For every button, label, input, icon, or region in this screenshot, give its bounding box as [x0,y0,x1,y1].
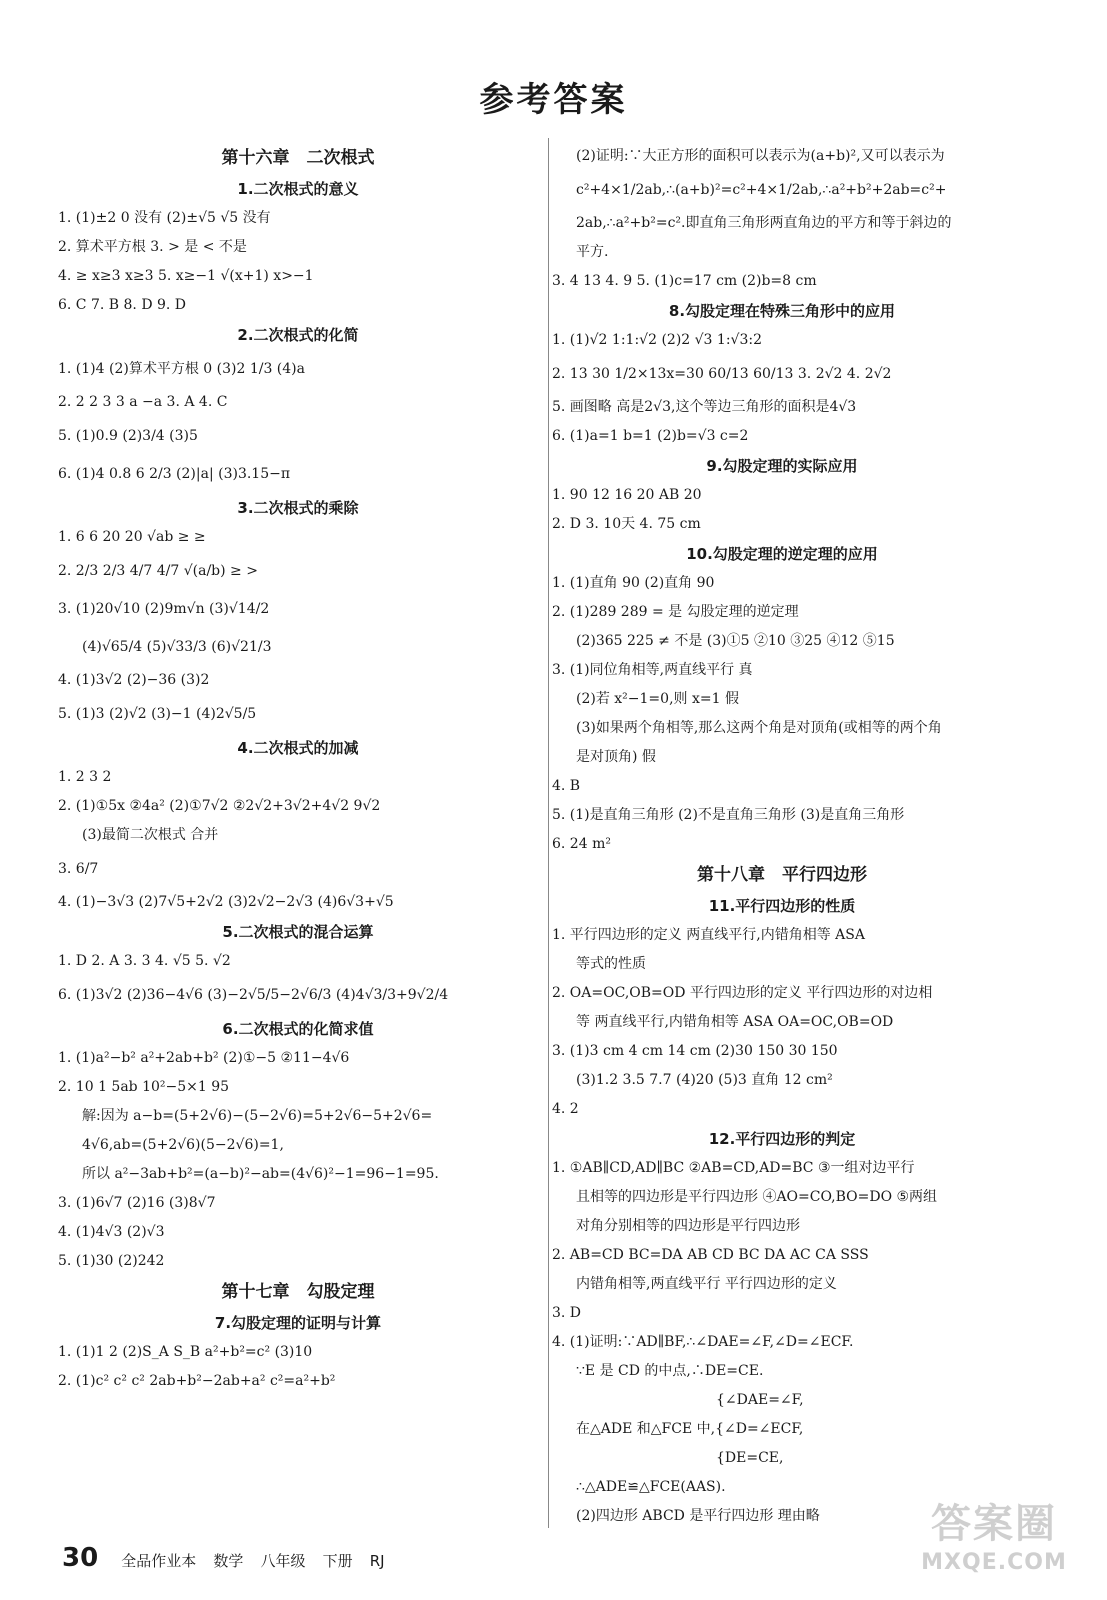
answer-line: 3. (1)同位角相等,两直线平行 真 [552,662,753,678]
answer-line: 2. 10 1 5ab 10²−5×1 95 [58,1079,230,1095]
answer-line: c²+4×1/2ab,∴(a+b)²=c²+4×1/2ab,∴a²+b²+2ab=c²+ [576,182,947,198]
answer-line: (2)证明:∵大正方形的面积可以表示为(a+b)²,又可以表示为 [576,148,945,164]
answer-line: 1. ①AB∥CD,AD∥BC ②AB=CD,AD=BC ③一组对边平行 [552,1160,915,1176]
answer-line: 6. (1)4 0.8 6 2/3 (2)|a| (3)3.15−π [58,466,291,482]
section-heading: 11.平行四边形的性质 [708,897,856,915]
answer-line: 6. C 7. B 8. D 9. D [58,297,187,313]
answer-line: 2. (1)c² c² c² 2ab+b²−2ab+a² c²=a²+b² [58,1373,336,1389]
answer-line: 平方. [576,244,609,260]
answer-line: 1. 6 6 20 20 √ab ≥ ≥ [58,529,206,545]
answer-line: 且相等的四边形是平行四边形 ④AO=CO,BO=DO ⑤两组 [576,1189,938,1205]
answer-line: 1. D 2. A 3. 3 4. √5 5. √2 [58,953,231,969]
answer-line: 1. (1)√2 1:1:√2 (2)2 √3 1:√3:2 [552,332,762,348]
watermark-site-text: MXQE.COM [921,1550,1067,1575]
answer-line: 2. (1)289 289 = 是 勾股定理的逆定理 [552,604,799,620]
answer-line: 1. (1)±2 0 没有 (2)±√5 √5 没有 [58,210,271,226]
subject-label: 数学 [213,1552,244,1570]
section-heading: 4.二次根式的加减 [237,739,359,757]
answer-line: 5. (1)3 (2)√2 (3)−1 (4)2√5/5 [58,706,257,722]
section-heading: 2.二次根式的化简 [237,326,359,344]
watermark-logo-text: 答案圈 [931,1501,1057,1547]
page-title: 参考答案 [479,80,628,120]
section-heading: 12.平行四边形的判定 [708,1130,856,1148]
answer-line: 3. D [552,1305,582,1321]
answer-line: 6. (1)3√2 (2)36−4√6 (3)−2√5/5−2√6/3 (4)4√3/3+9√2/4 [58,987,449,1003]
answer-line: (3)最简二次根式 合并 [82,827,219,843]
answer-line: 2. 算术平方根 3. > 是 < 不是 [58,239,247,255]
answer-line: {∠DAE=∠F, [576,1392,804,1408]
answer-line: 等式的性质 [576,956,646,972]
section-heading: 1.二次根式的意义 [237,180,359,198]
answer-line: 3. 6/7 [58,861,99,877]
answer-line: 2. 2 2 3 3 a −a 3. A 4. C [58,394,228,410]
answer-line: 4. (1)证明:∵AD∥BF,∴∠DAE=∠F,∠D=∠ECF. [552,1334,854,1350]
answer-line: 1. (1)1 2 (2)S_A S_B a²+b²=c² (3)10 [58,1344,313,1360]
answer-line: 5. (1)0.9 (2)3/4 (3)5 [58,428,198,444]
book-name: 全品作业本 [121,1552,197,1570]
answer-line: 1. (1)4 (2)算术平方根 0 (3)2 1/3 (4)a [58,361,305,377]
answer-line: 4. B [552,778,581,794]
answer-line: 6. 24 m² [552,836,611,852]
answer-line: 5. (1)30 (2)242 [58,1253,165,1269]
answer-line: 2ab,∴a²+b²=c².即直角三角形两直角边的平方和等于斜边的 [576,215,952,231]
answer-line: 4√6,ab=(5+2√6)(5−2√6)=1, [82,1137,284,1153]
answer-line: 3. (1)6√7 (2)16 (3)8√7 [58,1195,216,1211]
left-column [58,142,538,1396]
answer-line: (2)若 x²−1=0,则 x=1 假 [576,691,739,707]
answer-line: 等 两直线平行,内错角相等 ASA OA=OC,OB=OD [576,1014,894,1030]
answer-line: 2. D 3. 10天 4. 75 cm [552,516,701,532]
chapter-heading: 第十六章 二次根式 [221,148,375,168]
section-heading: 3.二次根式的乘除 [237,499,359,517]
section-heading: 8.勾股定理在特殊三角形中的应用 [668,302,896,320]
section-heading: 5.二次根式的混合运算 [222,923,374,941]
answer-line: 5. (1)是直角三角形 (2)不是直角三角形 (3)是直角三角形 [552,807,905,823]
answer-line: 2. AB=CD BC=DA AB CD BC DA AC CA SSS [552,1247,869,1263]
answer-line: 4. ≥ x≥3 x≥3 5. x≥−1 √(x+1) x>−1 [58,268,314,284]
answer-line: 解:因为 a−b=(5+2√6)−(5−2√6)=5+2√6−5+2√6= [82,1108,433,1124]
answer-line: 2. 13 30 1/2×13x=30 60/13 60/13 3. 2√2 4. 2√2 [552,366,892,382]
section-heading: 10.勾股定理的逆定理的应用 [686,545,878,563]
answer-line: {DE=CE, [576,1450,784,1466]
chapter-heading: 第十七章 勾股定理 [221,1282,375,1302]
section-heading: 7.勾股定理的证明与计算 [214,1314,382,1332]
answer-line: 5. 画图略 高是2√3,这个等边三角形的面积是4√3 [552,399,857,415]
section-heading: 9.勾股定理的实际应用 [706,457,858,475]
answer-line: 1. (1)a²−b² a²+2ab+b² (2)①−5 ②11−4√6 [58,1050,350,1066]
answer-line: 3. 4 13 4. 9 5. (1)c=17 cm (2)b=8 cm [552,273,817,289]
answer-line: 内错角相等,两直线平行 平行四边形的定义 [576,1276,837,1292]
answer-line: 3. (1)20√10 (2)9m√n (3)√14/2 [58,601,270,617]
answer-line: (2)四边形 ABCD 是平行四边形 理由略 [576,1508,820,1524]
answer-line: ∴△ADE≌△FCE(AAS). [576,1479,726,1495]
answer-line: 所以 a²−3ab+b²=(a−b)²−ab=(4√6)²−1=96−1=95. [82,1166,439,1182]
watermark-logo [899,1500,1089,1590]
answer-line: 2. OA=OC,OB=OD 平行四边形的定义 平行四边形的对边相 [552,985,933,1001]
edition-label: RJ [369,1552,385,1570]
grade-label: 八年级 [260,1552,306,1570]
answer-line: 1. 90 12 16 20 AB 20 [552,487,702,503]
answer-line: 在△ADE 和△FCE 中,{∠D=∠ECF, [576,1421,804,1437]
answer-line: 2. 2/3 2/3 4/7 4/7 √(a/b) ≥ > [58,563,258,579]
answer-line: (3)1.2 3.5 7.7 (4)20 (5)3 直角 12 cm² [576,1072,833,1088]
answer-line: 4. (1)−3√3 (2)7√5+2√2 (3)2√2−2√3 (4)6√3+√5 [58,894,394,910]
answer-line: ∵E 是 CD 的中点,∴DE=CE. [576,1363,764,1379]
answer-line: 6. (1)a=1 b=1 (2)b=√3 c=2 [552,428,749,444]
answer-line: 4. 2 [552,1101,579,1117]
answer-line: (4)√65/4 (5)√33/3 (6)√21/3 [82,639,272,655]
chapter-heading: 第十八章 平行四边形 [697,865,867,885]
answer-line: 1. (1)直角 90 (2)直角 90 [552,575,715,591]
answer-line: (2)365 225 ≠ 不是 (3)①5 ②10 ③25 ④12 ⑤15 [576,633,895,649]
page-footer [62,1538,397,1578]
section-heading: 6.二次根式的化简求值 [222,1020,374,1038]
answer-line: 是对顶角) 假 [576,749,656,765]
right-column [552,142,1012,1531]
answer-line: 对角分别相等的四边形是平行四边形 [576,1218,800,1234]
volume-label: 下册 [322,1552,353,1570]
answer-line: 1. 2 3 2 [58,769,112,785]
answer-line: 2. (1)①5x ②4a² (2)①7√2 ②2√2+3√2+4√2 9√2 [58,798,381,814]
answer-line: 4. (1)4√3 (2)√3 [58,1224,165,1240]
answer-line: 1. 平行四边形的定义 两直线平行,内错角相等 ASA [552,927,865,943]
page-number: 30 [62,1543,99,1573]
column-divider [548,138,549,1528]
answer-line: (3)如果两个角相等,那么这两个角是对顶角(或相等的两个角 [576,720,942,736]
answer-line: 3. (1)3 cm 4 cm 14 cm (2)30 150 30 150 [552,1043,838,1059]
answer-line: 4. (1)3√2 (2)−36 (3)2 [58,672,210,688]
